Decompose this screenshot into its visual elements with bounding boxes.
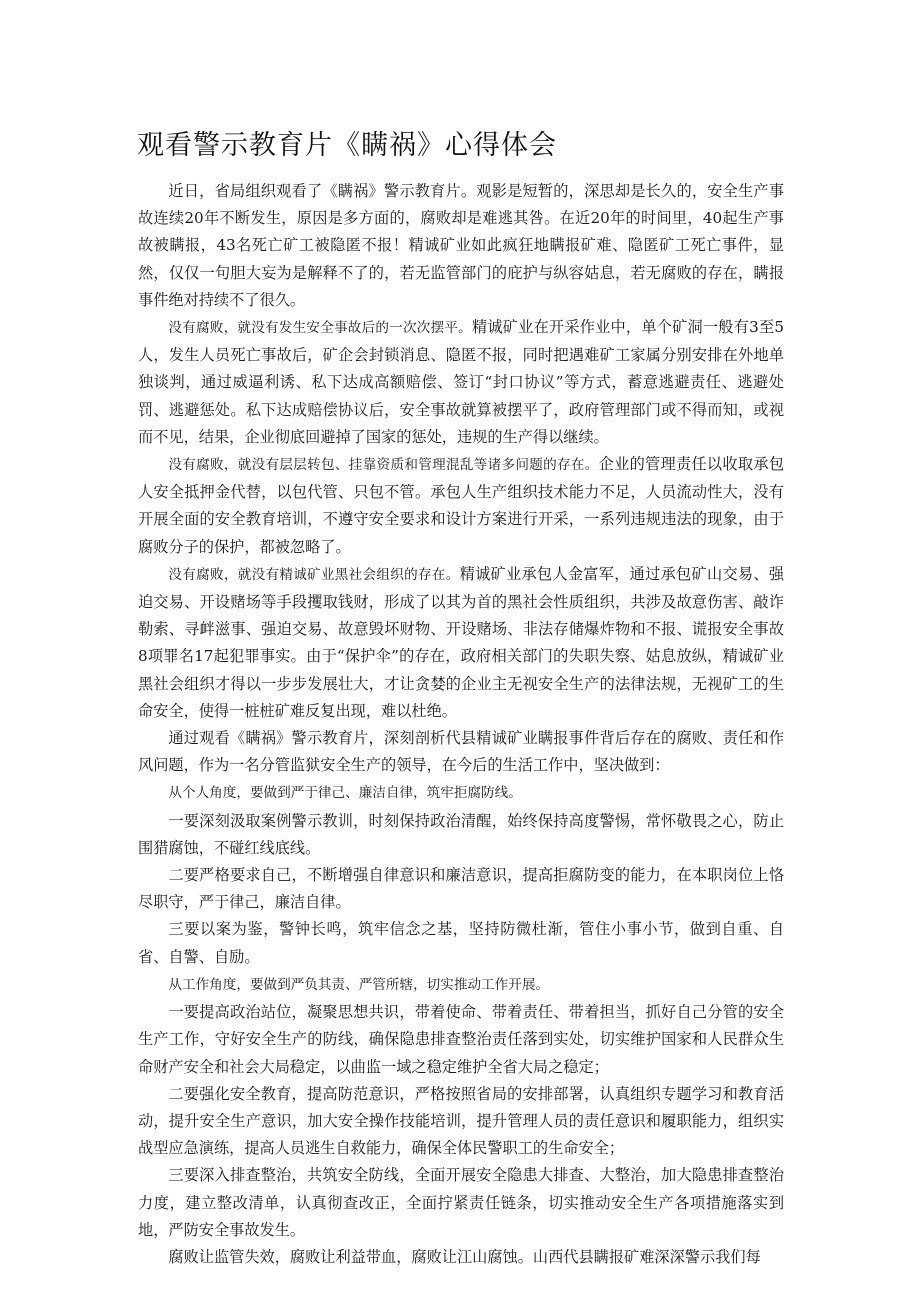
paragraph-lead: 没有腐败，就没有发生安全事故后的一次次摆平。 bbox=[168, 320, 472, 337]
section-heading-work: 从工作角度，要做到严负其责、严管所辖，切实推动工作开展。 bbox=[168, 976, 550, 993]
document-title: 观看警示教育片《瞒祸》心得体会 bbox=[137, 130, 557, 161]
paragraph-intro: 近日，省局组织观看了《瞒祸》警示教育片。观影是短暂的，深思却是长久的，安全生产事故连续20年不断发生，原因是多方面的，腐败却是难逃其咎。在近20年的时间里，40起生产事故被瞒报，43名死亡矿工被隐匿不报！精诚矿业如此疯狂地瞒报矿难、隐匿矿工死亡事件，显然，仅仅一句胆大妄为是解释不了的，若无监管部门的庇护与纵容姑息，若无腐败的存在，瞒报事件绝对持续不了很久。 bbox=[138, 182, 784, 309]
document-body bbox=[138, 178, 784, 1271]
paragraph-lead: 没有腐败，就没有精诚矿业黑社会组织的存在。 bbox=[168, 566, 460, 583]
paragraph-personal-1: 一要深刻汲取案例警示教训，时刻保持政治清醒，始终保持高度警惕，常怀敬畏之心，防止围猎腐蚀，不碰红线底线。 bbox=[138, 811, 784, 857]
paragraph-personal-3: 三要以案为鉴，警钟长鸣，筑牢信念之基，坚持防微杜渐，管住小事小节，做到自重、自省、自警、自励。 bbox=[138, 920, 784, 966]
section-heading-personal: 从个人角度，要做到严于律己、廉洁自律，筑牢拒腐防线。 bbox=[168, 785, 522, 802]
paragraph-personal-2: 二要严格要求自己，不断增强自律意识和廉洁意识，提高拒腐防变的能力，在本职岗位上恪尽职守，严于律己，廉洁自律。 bbox=[138, 866, 784, 912]
paragraph-lead: 没有腐败，就没有层层转包、挂靠资质和管理混乱等诸多问题的存在。 bbox=[168, 457, 599, 474]
paragraph-point-2: 没有腐败，就没有层层转包、挂靠资质和管理混乱等诸多问题的存在。企业的管理责任以收取承包人安全抵押金代替，以包代管、只包不管。承包人生产组织技术能力不足，人员流动性大，没有开展全面的安全教育培训，不遵守安全要求和设计方案进行开采，一系列违规违法的现象，由于腐败分子的保护，都被忽略了。 bbox=[138, 455, 785, 556]
paragraph-work-3: 三要深入排查整治，共筑安全防线，全面开展安全隐患大排查、大整治，加大隐患排查整治力度，建立整改清单，认真彻查改正，全面拧紧责任链条，切实推动安全生产各项措施落实到地，严防安全事故发生。 bbox=[138, 1166, 784, 1239]
paragraph-conclusion: 腐败让监管失效，腐败让利益带血，腐败让江山腐蚀。山西代县瞒报矿难深深警示我们每 bbox=[168, 1247, 761, 1266]
paragraph-transition: 通过观看《瞒祸》警示教育片，深刻剖析代县精诚矿业瞒报事件背后存在的腐败、责任和作风问题，作为一名分管监狱安全生产的领导，在今后的生活工作中，坚决做到： bbox=[138, 729, 784, 775]
paragraph-work-1: 一要提高政治站位，凝聚思想共识，带着使命、带着责任、带着担当，抓好自己分管的安全生产工作，守好安全生产的防线，确保隐患排查整治责任落到实处，切实维护国家和人民群众生命财产安全和社会大局稳定，以曲监一域之稳定维护全省大局之稳定； bbox=[138, 1003, 784, 1076]
paragraph-point-1: 没有腐败，就没有发生安全事故后的一次次摆平。精诚矿业在开采作业中，单个矿洞一般有3至5人，发生人员死亡事故后，矿企会封锁消息、隐匿不报，同时把遇难矿工家属分别安排在外地单独谈判，通过威逼利诱、私下达成高额赔偿、签订“封口协议”等方式，蓄意逃避责任、逃避处罚、逃避惩处。私下达成赔偿协议后，安全事故就算被摆平了，政府管理部门或不得而知，或视而不见，结果，企业彻底回避掉了国家的惩处，违规的生产得以继续。 bbox=[138, 318, 785, 446]
paragraph-point-3: 没有腐败，就没有精诚矿业黑社会组织的存在。精诚矿业承包人金富军，通过承包矿山交易、强迫交易、开设赌场等手段攫取钱财，形成了以其为首的黑社会性质组织，共涉及故意伤害、敲诈勒索、寻衅滋事、强迫交易、故意毁坏财物、开设赌场、非法存储爆炸物和不报、谎报安全事故8项罪名17起犯罪事实。由于“保护伞”的存在，政府相关部门的失职失察、姑息放纵，精诚矿业黑社会组织才得以一步步发展壮大，才让贪婪的企业主无视安全生产的法律法规，无视矿工的生命安全，使得一桩桩矿难反复出现，难以杜绝。 bbox=[138, 564, 785, 720]
paragraph-work-2: 二要强化安全教育，提高防范意识，严格按照省局的安排部署，认真组织专题学习和教育活动，提升安全生产意识，加大安全操作技能培训，提升管理人员的责任意识和履职能力，组织实战型应急演练，提高人员逃生自救能力，确保全体民警职工的生命安全； bbox=[138, 1084, 784, 1158]
